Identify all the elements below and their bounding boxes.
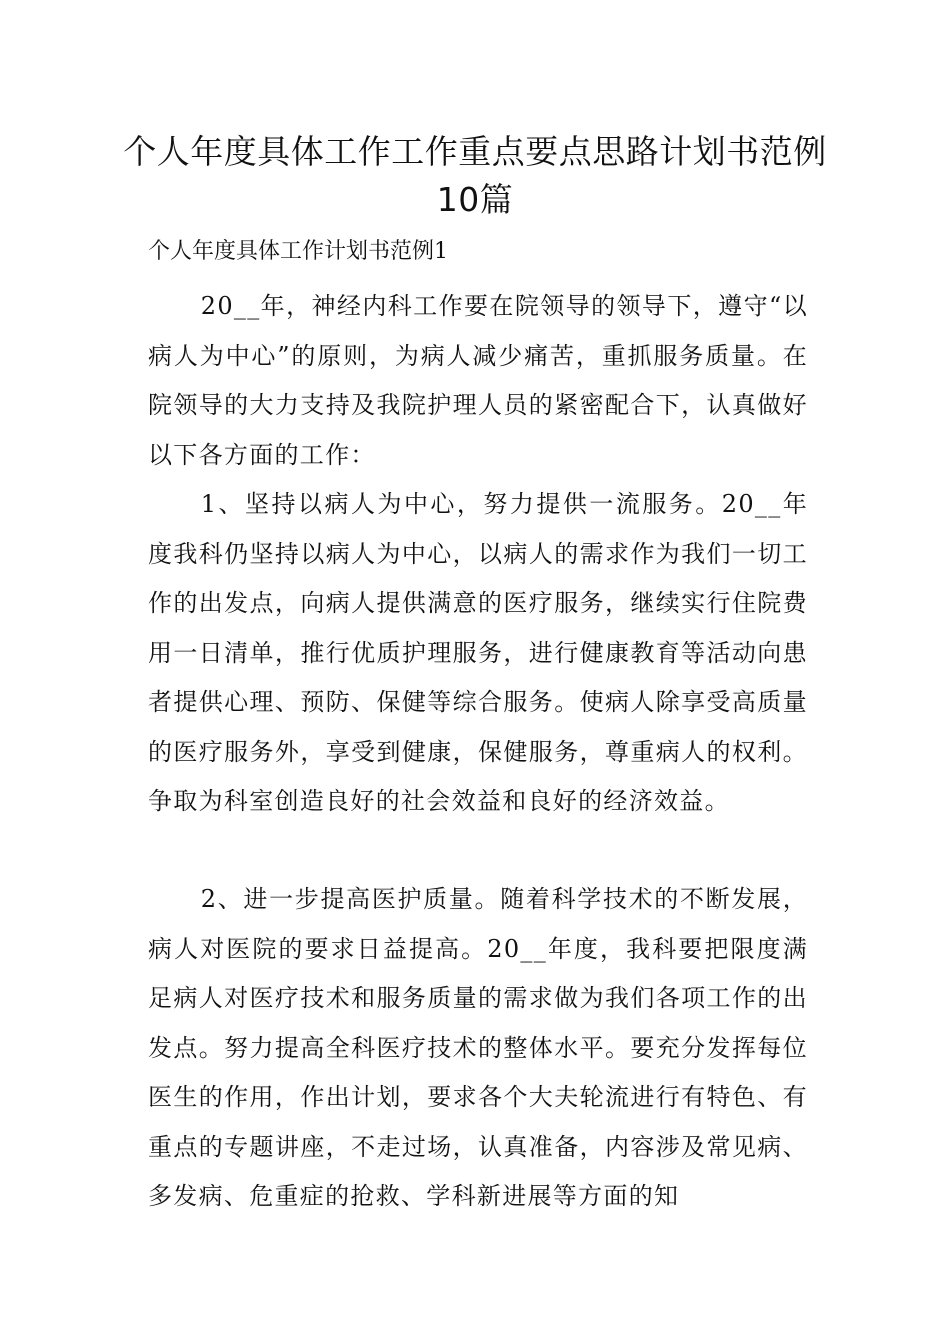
section-subtitle: 个人年度具体工作计划书范例1	[148, 239, 448, 264]
paragraph-item-1: 1、坚持以病人为中心，努力提供一流服务。20__年度我科仍坚持以病人为中心，以病人的需求作为我们一切工作的出发点，向病人提供满意的医疗服务，继续实行住院费用一日清单，推行优质护理服务，进行健康教育等活动向患者提供心理、预防、保健等综合服务。使病人除享受高质量的医疗服务外，享受到健康，保健服务，尊重病人的权利。争取为科室创造良好的社会效益和良好的经济效益。	[148, 490, 808, 815]
paragraph-intro: 20__年，神经内科工作要在院领导的领导下，遵守“以病人为中心”的原则，为病人减少痛苦，重抓服务质量。在院领导的大力支持及我院护理人员的紧密配合下，认真做好以下各方面的工作：	[148, 292, 808, 469]
document-title: 个人年度具体工作工作重点要点思路计划书范例10篇	[123, 132, 827, 219]
paragraph-item-2: 2、进一步提高医护质量。随着科学技术的不断发展，病人对医院的要求日益提高。20__年度，我科要把限度满足病人对医疗技术和服务质量的需求做为我们各项工作的出发点。努力提高全科医疗技术的整体水平。要充分发挥每位医生的作用，作出计划，要求各个大夫轮流进行有特色、有重点的专题讲座，不走过场，认真准备，内容涉及常见病、多发病、危重症的抢救、学科新进展等方面的知	[148, 885, 808, 1210]
